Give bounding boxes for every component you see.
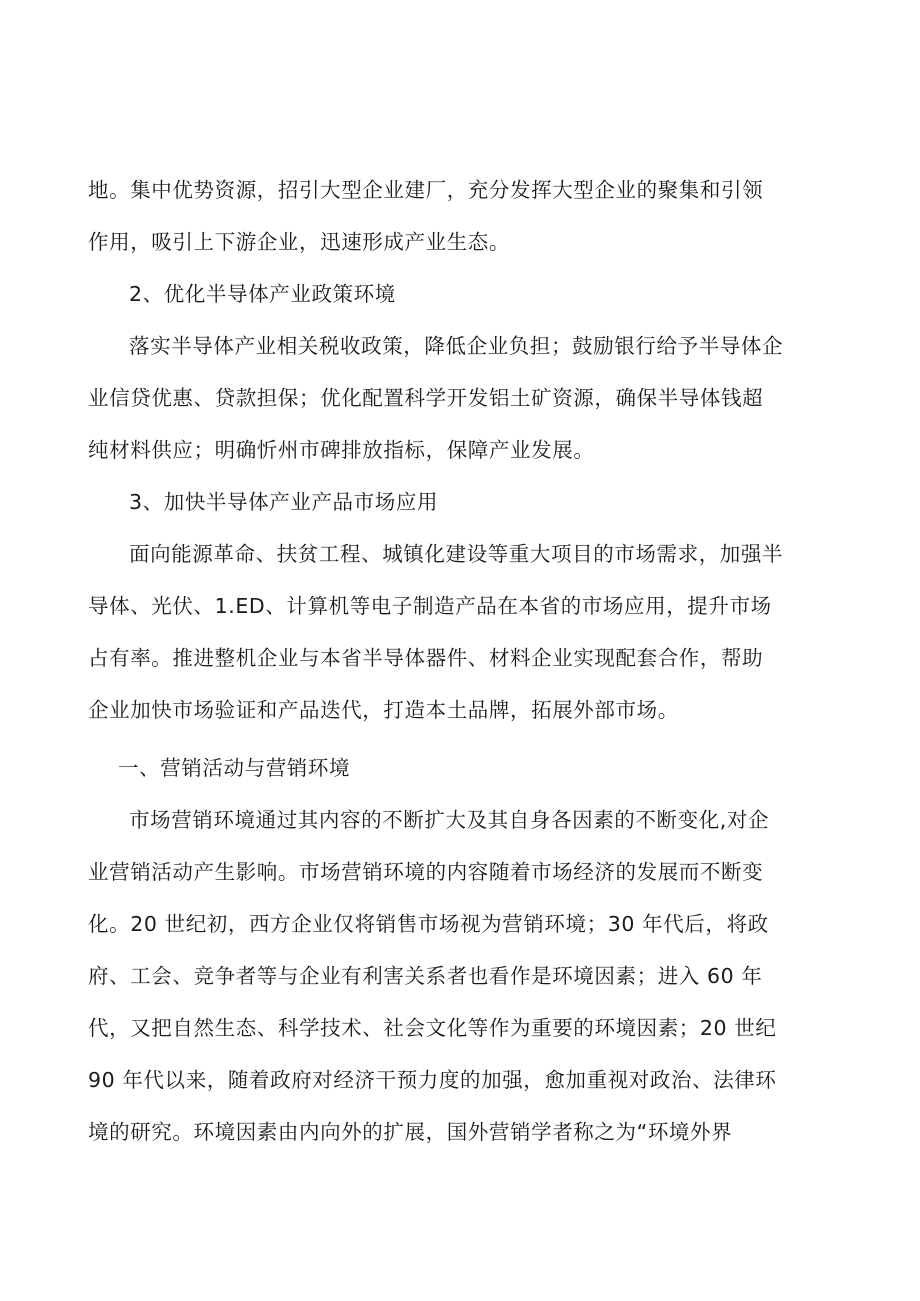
paragraph-line: 业营销活动产生影响。市场营销环境的内容随着市场经济的发展而不断变: [88, 860, 764, 884]
paragraph-line: 化。20 世纪初，西方企业仅将销售市场视为营销环境；30 年代后，将政: [88, 912, 769, 936]
paragraph-line: 业信贷优惠、贷款担保；优化配置科学开发铝土矿资源，确保半导体钱超: [88, 386, 764, 410]
paragraph-line: 占有率。推进整机企业与本省半导体器件、材料企业实现配套合作，帮助: [88, 646, 764, 670]
paragraph-line: 纯材料供应；明确忻州市碑排放指标，保障产业发展。: [88, 438, 595, 462]
chapter-heading: 一、营销活动与营销环境: [118, 756, 351, 780]
paragraph-line: 作用，吸引上下游企业，迅速形成产业生态。: [88, 230, 510, 254]
paragraph-line: 境的研究。环境因素由内向外的扩展，国外营销学者称之为“环境外界: [88, 1120, 733, 1144]
paragraph-line: 企业加快市场验证和产品迭代，打造本土品牌，拓展外部市场。: [88, 698, 679, 722]
paragraph-line: 代，又把自然生态、科学技术、社会文化等作为重要的环境因素；20 世纪: [88, 1016, 777, 1040]
paragraph-line: 地。集中优势资源，招引大型企业建厂，充分发挥大型企业的聚集和引领: [88, 178, 764, 202]
paragraph-line: 落实半导体产业相关税收政策，降低企业负担；鼓励银行给予半导体企: [129, 334, 784, 358]
section-heading-2: 2、优化半导体产业政策环境: [129, 282, 396, 306]
paragraph-line: 市场营销环境通过其内容的不断扩大及其自身各因素的不断变化,对企: [129, 808, 770, 832]
section-heading-3: 3、加快半导体产业产品市场应用: [129, 490, 439, 514]
paragraph-line: 导体、光伏、1.ED、计算机等电子制造产品在本省的市场应用，提升市场: [88, 594, 772, 618]
paragraph-line: 90 年代以来，随着政府对经济干预力度的加强，愈加重视对政治、法律环: [88, 1068, 777, 1092]
paragraph-line: 府、工会、竞争者等与企业有利害关系者也看作是环境因素；进入 60 年: [88, 964, 763, 988]
document-body: [88, 164, 840, 1158]
paragraph-line: 面向能源革命、扶贫工程、城镇化建设等重大项目的市场需求，加强半: [129, 542, 784, 566]
